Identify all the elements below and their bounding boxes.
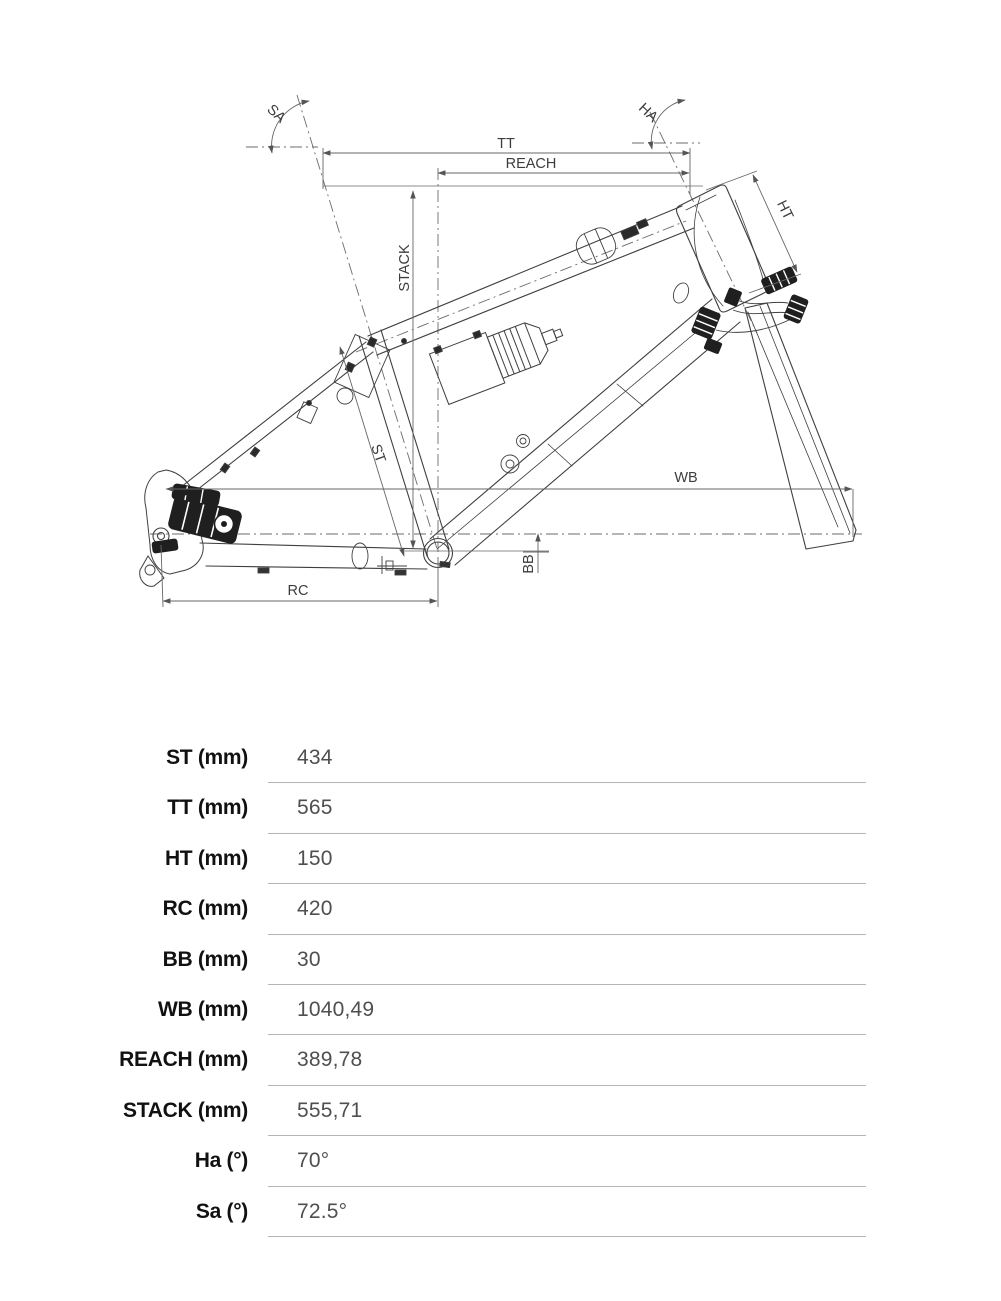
fork-leg	[745, 303, 856, 549]
dim-label-ht: HT	[773, 198, 797, 223]
kickstand-mount	[258, 543, 450, 575]
geometry-value: 1040,49	[297, 997, 375, 1021]
geometry-label: Ha (°)	[194, 1149, 248, 1173]
dim-label-bb: BB	[521, 554, 537, 574]
geometry-value: 434	[297, 746, 333, 769]
geometry-value: 150	[297, 846, 333, 870]
geometry-label: Sa (°)	[195, 1199, 248, 1223]
geometry-label: REACH (mm)	[119, 1048, 248, 1072]
battery-canister	[428, 303, 571, 404]
geometry-value: 389,78	[297, 1048, 363, 1072]
geometry-value: 420	[297, 897, 333, 921]
table-row	[0, 1187, 1001, 1237]
geometry-label: ST (mm)	[166, 746, 248, 769]
head-tube	[677, 185, 769, 312]
dim-label-stack: STACK	[397, 244, 413, 292]
top-tube	[368, 206, 694, 355]
table-row	[0, 985, 1001, 1035]
table-row	[0, 733, 1001, 783]
dim-label-st: ST	[367, 442, 389, 466]
table-row	[0, 1086, 1001, 1136]
geometry-value: 565	[297, 796, 333, 820]
geometry-label: TT (mm)	[167, 796, 248, 820]
headset-cable-hardware	[691, 266, 810, 355]
geometry-value: 30	[297, 947, 321, 971]
dim-label-ha: HA	[635, 100, 661, 126]
table-row	[0, 884, 1001, 934]
geometry-value: 72.5°	[297, 1199, 348, 1223]
geometry-label: RC (mm)	[162, 897, 248, 921]
down-tube	[430, 299, 740, 565]
geometry-label: HT (mm)	[164, 846, 248, 870]
dimension-lines	[161, 100, 853, 607]
table-row	[0, 834, 1001, 884]
row-divider	[268, 1236, 866, 1237]
geometry-value: 70°	[297, 1149, 330, 1173]
seat-tube	[359, 330, 449, 556]
table-row	[0, 783, 1001, 833]
geometry-value: 555,71	[297, 1098, 363, 1122]
rear-brake-caliper	[140, 470, 243, 586]
geometry-label: BB (mm)	[162, 947, 248, 971]
dim-label-wb: WB	[674, 470, 698, 486]
geometry-table	[0, 733, 1001, 1237]
dim-label-sa: SA	[263, 101, 289, 127]
dim-label-reach: REACH	[505, 156, 557, 172]
geometry-label: STACK (mm)	[123, 1098, 248, 1122]
dim-label-tt: TT	[497, 136, 515, 152]
table-row	[0, 1035, 1001, 1085]
dim-label-rc: RC	[287, 583, 309, 599]
table-row	[0, 1136, 1001, 1186]
geometry-label: WB (mm)	[157, 997, 248, 1021]
seat-stays	[181, 342, 373, 497]
table-row	[0, 935, 1001, 985]
